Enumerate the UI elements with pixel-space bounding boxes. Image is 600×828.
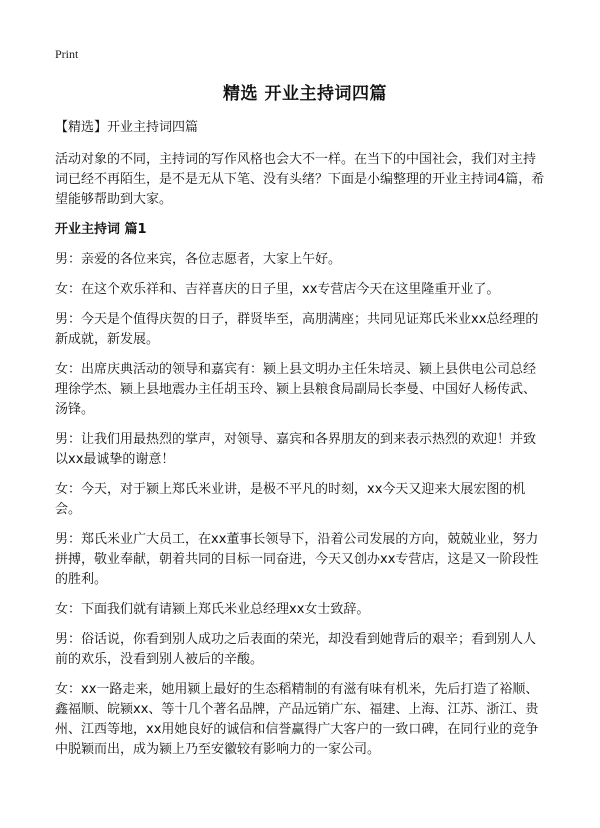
document-body <box>55 118 547 770</box>
dialogue-paragraph: 男：郑氏米业广大员工，在xx董事长领导下，沿着公司发展的方向，兢兢业业，努力拼搏，敬业奉献，朝着共同的目标一同奋进，今天又创办xx专营店，这是又一阶段性的胜利。 <box>55 532 539 587</box>
intro-paragraph: 活动对象的不同，主持词的写作风格也会大不一样。在当下的中国社会，我们对主持词已经不再陌生，是不是无从下笔、没有头绪？下面是小编整理的开业主持词4篇，希望能够帮助到大家。 <box>55 152 545 207</box>
dialogue-paragraph: 男：今天是个值得庆贺的日子，群贤毕至，高朋满座；共同见证郑氏米业xx总经理的新成就，新发展。 <box>55 312 539 347</box>
print-label: Print <box>55 47 79 61</box>
dialogue-paragraph: 女：在这个欢乐祥和、吉祥喜庆的日子里，xx专营店今天在这里隆重开业了。 <box>55 282 500 297</box>
dialogue-paragraph: 女：出席庆典活动的领导和嘉宾有：颍上县文明办主任朱培灵、颍上县供电公司总经理徐学杰、颍上县地震办主任胡玉玲、颍上县粮食局副局长李曼、中国好人杨传武、汤锋。 <box>55 362 537 417</box>
dialogue-paragraph: 女：下面我们就有请颍上郑氏米业总经理xx女士致辞。 <box>55 602 370 617</box>
dialogue-paragraph: 男：让我们用最热烈的掌声，对领导、嘉宾和各界朋友的到来表示热烈的欢迎！并致以xx最诚挚的谢意！ <box>55 432 537 467</box>
dialogue-paragraph: 男：俗话说，你看到别人成功之后表面的荣光，却没看到她背后的艰辛；看到别人人前的欢乐，没看到别人被后的辛酸。 <box>55 632 537 667</box>
subtitle: 【精选】开业主持词四篇 <box>55 120 199 135</box>
dialogue-paragraph: 女：xx一路走来，她用颍上最好的生态稻精制的有滋有味有机米，先后打造了裕顺、鑫福顺、皖颍xx、等十几个著名品牌，产品远销广东、福建、上海、江苏、浙江、贵州、江西等地，xx用她良好的诚信和信誉赢得广大客户的一致口碑，在同行业的竞争中脱颖而出，成为颍上乃至安徽较有影响力的一家公司。 <box>55 682 539 757</box>
dialogue-paragraph: 女：今天，对于颍上郑氏米业讲，是极不平凡的时刻，xx今天又迎来大展宏图的机会。 <box>55 482 526 517</box>
section-heading: 开业主持词 篇1 <box>55 222 147 237</box>
dialogue-paragraph: 男：亲爱的各位来宾，各位志愿者，大家上午好。 <box>55 252 342 267</box>
page-title: 精选 开业主持词四篇 <box>223 84 387 104</box>
